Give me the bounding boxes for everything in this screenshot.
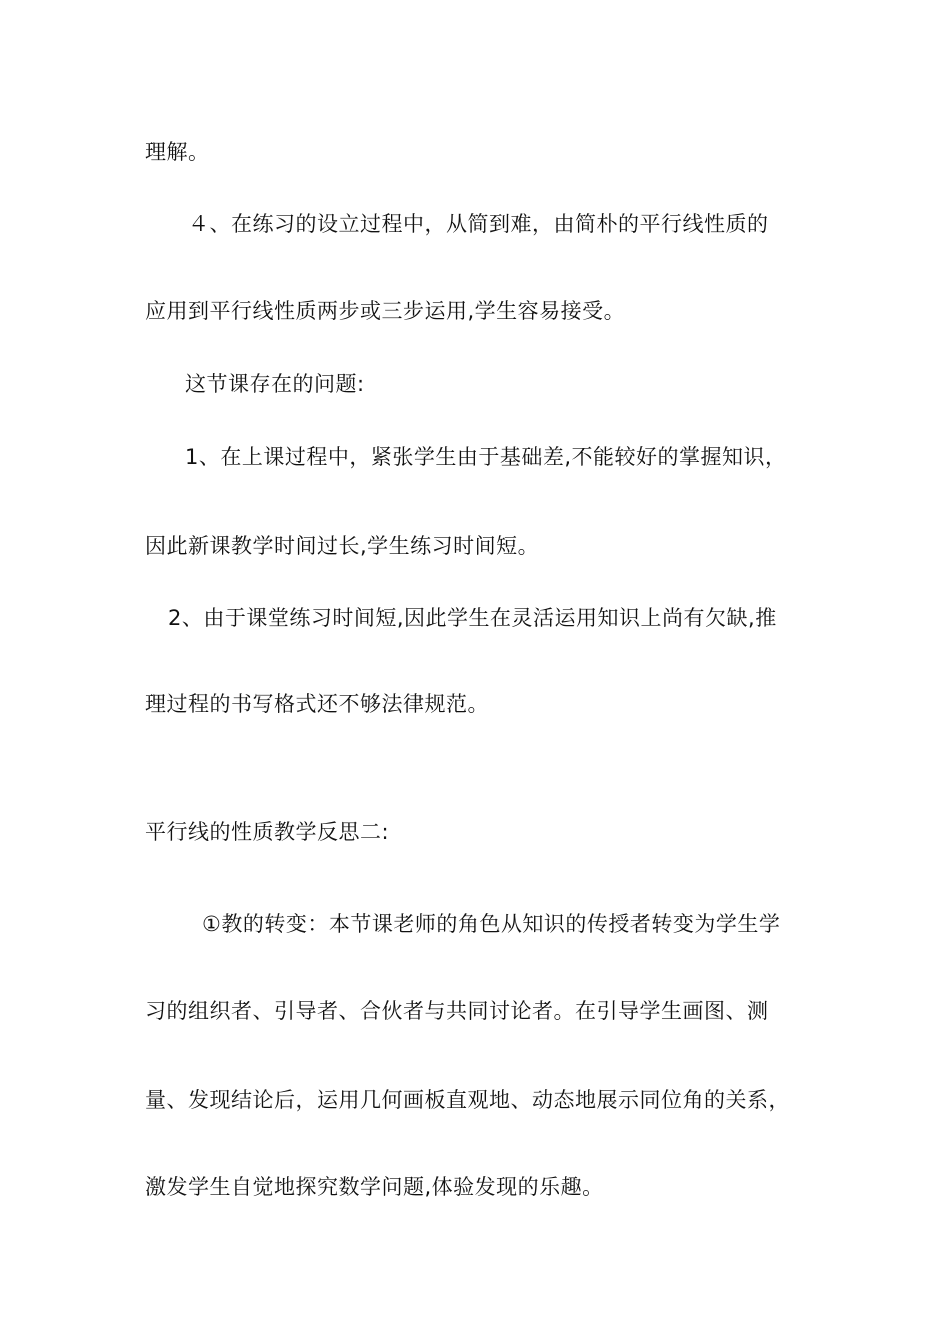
paragraph-line: 应用到平行线性质两步或三步运用,学生容易接受。 xyxy=(145,299,626,323)
paragraph-line: 量、发现结论后，运用几何画板直观地、动态地展示同位角的关系， xyxy=(145,1088,790,1112)
paragraph-line: 理解。 xyxy=(145,140,210,164)
paragraph-line: 因此新课教学时间过长,学生练习时间短。 xyxy=(145,534,540,558)
paragraph-line: 1、在上课过程中，紧张学生由于基础差,不能较好的掌握知识， xyxy=(185,445,787,469)
section-heading: 这节课存在的问题: xyxy=(185,372,365,396)
section-heading: 平行线的性质教学反思二: xyxy=(145,820,390,844)
paragraph-line: ４、在练习的设立过程中，从简到难，由简朴的平行线性质的 xyxy=(188,212,769,236)
paragraph-line: 理过程的书写格式还不够法律规范。 xyxy=(145,692,489,716)
paragraph-line: 2、由于课堂练习时间短,因此学生在灵活运用知识上尚有欠缺,推 xyxy=(168,606,777,630)
paragraph-line: 激发学生自觉地探究数学问题,体验发现的乐趣。 xyxy=(145,1175,604,1199)
paragraph-line: ①教的转变：本节课老师的角色从知识的传授者转变为学生学 xyxy=(202,912,781,936)
paragraph-line: 习的组织者、引导者、合伙者与共同讨论者。在引导学生画图、测 xyxy=(145,999,769,1023)
